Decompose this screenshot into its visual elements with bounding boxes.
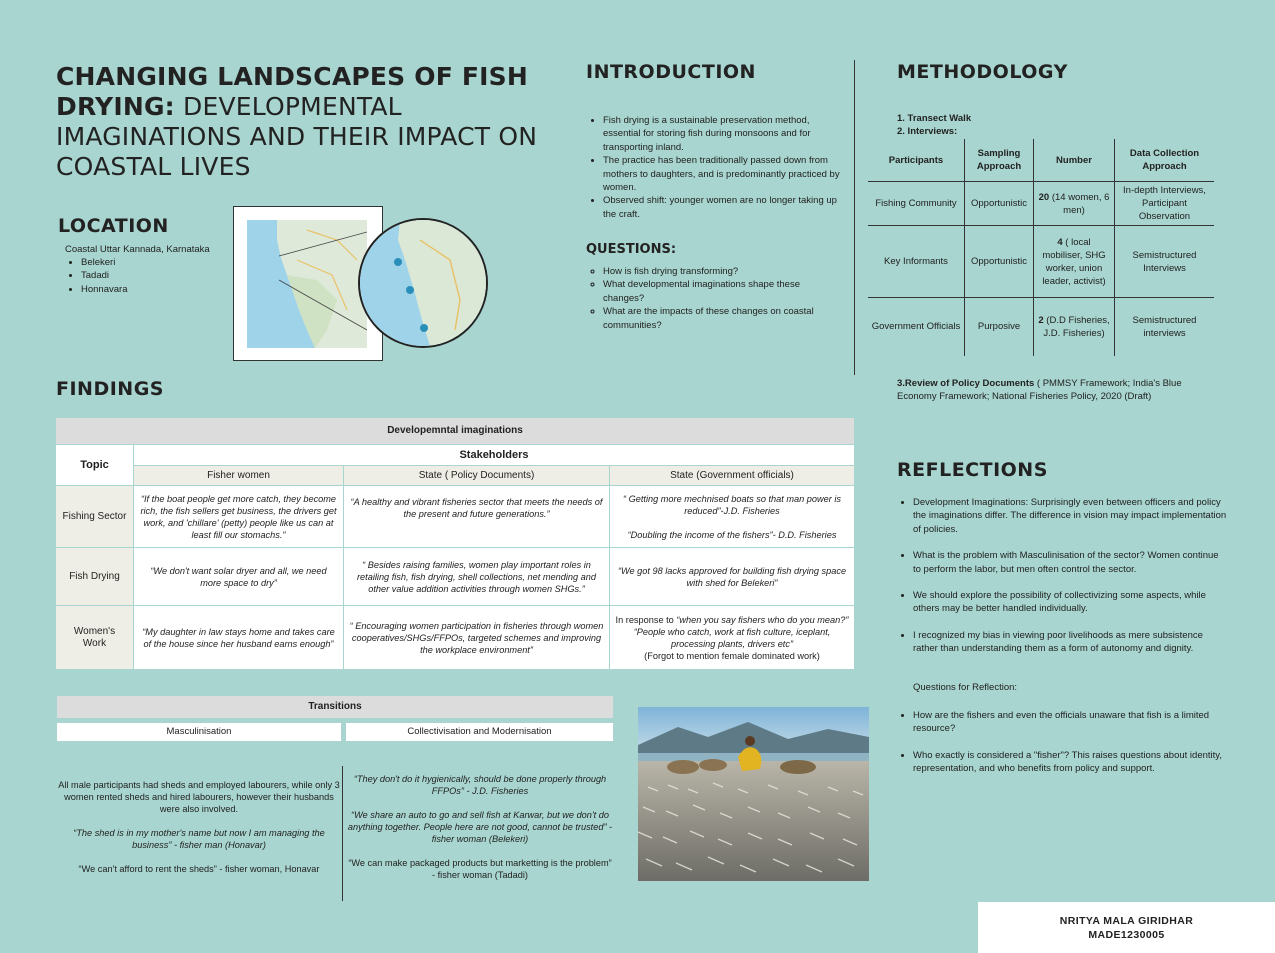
methodology-participants: Key Informants [868, 226, 965, 298]
reflection-point: • We should explore the possibility of collectivizing some aspects, while others may be better handled individually. [913, 589, 1229, 616]
findings-row [56, 486, 855, 548]
transitions-masculinisation-label: Masculinisation [57, 723, 341, 741]
transitions-coll-text: “They don't do it hygienically, should be done properly through FFPOs” - J.D. Fisheries [353, 774, 607, 796]
methodology-number-bold: 4 [1057, 236, 1063, 248]
poster-title [56, 62, 556, 182]
methodology-approach: Semistructured interviews [1115, 298, 1215, 356]
findings-row [56, 606, 855, 670]
methodology-participants: Fishing Community [868, 182, 965, 226]
reflection-point: • I recognized my bias in viewing poor livelihoods as mere subsistence rather than understanding them as a form of autonomy and dignity. [913, 629, 1229, 656]
findings-officials-prefix: In response to [615, 614, 677, 625]
methodology-review-rest: ( PMMSY Framework; India's Blue Economy Framework; National Fisheries Policy, 2020 (Draft) [897, 378, 1182, 402]
introduction-list [587, 114, 843, 221]
reflections-questions-label: Questions for Reflection: [913, 682, 1018, 693]
questions-heading: QUESTIONS: [586, 242, 677, 257]
methodology-header: Data Collection Approach [1115, 139, 1215, 182]
findings-officials-note: (Forgot to mention female dominated work) [644, 650, 820, 661]
findings-officials-text: “when you say fishers who do you mean?” “People who catch, work at fish culture, iceplant, processing plants, drivers etc” [633, 614, 849, 649]
location-region: Coastal Uttar Kannada, Karnataka [65, 244, 210, 255]
findings-officials-text: “ Getting more mechnised boats so that man power is reduced”-J.D. Fisheries [622, 493, 842, 516]
transitions-collectivisation-label: Collectivisation and Modernisation [346, 723, 613, 741]
methodology-number-bold: 2 [1038, 314, 1044, 326]
transitions-title: Transitions [57, 696, 613, 718]
map-graphic [247, 220, 367, 348]
findings-fisher-quote: “If the boat people get more catch, they become rich, the fish sellers get business, the drivers get work, and 'chillare' (petty) people like us can at least fill our stomachs.” [134, 486, 344, 548]
findings-policy-quote: “ Encouraging women participation in fisheries through women cooperatives/SHGs/FFPOs, targeted schemes and improving the workplace environment” [344, 606, 610, 670]
author-id: MADE1230005 [1088, 929, 1165, 941]
transitions-collectivisation-column [346, 773, 614, 893]
fish-drying-photo-graphic [638, 707, 869, 881]
reflection-point: • Development Imaginations: Surprisingly even between officers and policy the imaginations differ. The difference in vision may impact implementation of policies. [913, 496, 1229, 536]
transitions-divider [342, 766, 343, 901]
author-box [978, 902, 1275, 953]
methodology-table [868, 139, 1214, 356]
location-block [65, 243, 235, 296]
methodology-review-bold: 3.Review of Policy Documents [897, 378, 1035, 389]
findings-topic: Women's Work [56, 606, 134, 670]
author-name: NRITYA MALA GIRIDHAR [1059, 915, 1194, 927]
findings-topic-label: Topic [56, 445, 134, 486]
methodology-heading: METHODOLOGY [897, 61, 1068, 83]
findings-fisher-quote: “My daughter in law stays home and takes care of the house since her husband earns enough” [134, 606, 344, 670]
methodology-number-rest: (D.D Fisheries, J.D. Fisheries) [1043, 314, 1110, 339]
location-heading: LOCATION [58, 215, 169, 237]
question-item: ◦ How is fish drying transforming? [603, 265, 843, 278]
findings-officials-quote [610, 486, 855, 548]
reflections-questions-list [897, 709, 1229, 789]
reflections-heading: REFLECTIONS [897, 459, 1048, 481]
reflection-point: • What is the problem with Masculinisation of the sector? Women continue to perform the labor, but men often control the sector. [913, 549, 1229, 576]
title-light-part: DEVELOPMENTAL IMAGINATIONS AND THEIR IMPACT ON COASTAL LIVES [56, 92, 538, 181]
findings-policy-quote: “ Besides raising families, women play important roles in retailing fish, fish drying, shell collections, net mending and other value addition activities through women SHGs.” [344, 548, 610, 606]
questions-list [587, 265, 843, 332]
findings-row [56, 548, 855, 606]
methodology-row [868, 226, 1214, 298]
question-item: ◦ What developmental imaginations shape these changes? [603, 278, 843, 305]
methodology-sampling: Opportunistic [965, 182, 1034, 226]
methodology-step: 1. Transect Walk [897, 113, 972, 124]
methodology-row [868, 182, 1214, 226]
methodology-number [1034, 298, 1115, 356]
methodology-number-bold: 20 [1038, 191, 1050, 203]
methodology-header: Number [1034, 139, 1115, 182]
methodology-sampling: Opportunistic [965, 226, 1034, 298]
transitions-masculinisation-column [57, 779, 341, 887]
methodology-approach: Semistructured Interviews [1115, 226, 1215, 298]
introduction-point: • The practice has been traditionally passed down from mothers to daughters, and is predominantly practiced by women. [603, 154, 843, 194]
findings-table [55, 417, 855, 670]
reflection-question: • How are the fishers and even the officials unaware that fish is a limited resource? [913, 709, 1229, 736]
methodology-approach: In-depth Interviews, Participant Observation [1115, 182, 1215, 226]
findings-table-title: Developemntal imaginations [56, 418, 855, 445]
findings-column-header: State (Government officials) [610, 466, 855, 486]
findings-policy-quote: “A healthy and vibrant fisheries sector that meets the needs of the present and future generations.” [344, 486, 610, 548]
reflections-list [897, 496, 1229, 669]
findings-officials-text: “Doubling the income of the fishers”- D.D. Fisheries [627, 529, 837, 540]
transitions-masc-text: “We can't afford to rent the sheds” - fisher woman, Honavar [78, 864, 320, 874]
methodology-number [1034, 226, 1115, 298]
findings-heading: FINDINGS [56, 378, 164, 400]
location-place: • Honnavara [81, 283, 235, 296]
findings-officials-quote: “We got 98 lacks approved for building fish drying space with shed for Belekeri” [610, 548, 855, 606]
methodology-number [1034, 182, 1115, 226]
methodology-review [897, 377, 1217, 403]
findings-topic: Fishing Sector [56, 486, 134, 548]
transitions-coll-text: “We share an auto to go and sell fish at Karwar, but we don't do anything together. People here are not good, cannot be trusted” - fisher woman (Belekeri) [347, 810, 613, 844]
methodology-number-rest: ( local mobiliser, SHG worker, union leader, activist) [1042, 236, 1106, 287]
introduction-heading: INTRODUCTION [586, 61, 756, 83]
introduction-point: • Fish drying is a sustainable preservation method, essential for storing fish during monsoons and for transporting inland. [603, 114, 843, 154]
title-bold-line2: DRYING: [56, 92, 175, 121]
introduction-point: • Observed shift: younger women are no longer taking up the craft. [603, 194, 843, 221]
methodology-sampling: Purposive [965, 298, 1034, 356]
transitions-masc-text: “The shed is in my mother's name but now I am managing the business” - fisher man (Honavar) [73, 828, 325, 850]
column-divider [854, 60, 855, 375]
transitions-masc-text: All male participants had sheds and employed labourers, while only 3 women rented sheds and hired labourers, however their husbands were also involved. [58, 780, 340, 814]
map-zoom-graphic [360, 220, 486, 346]
methodology-participants: Government Officials [871, 321, 961, 333]
question-item: ◦ What are the impacts of these changes on coastal communities? [603, 305, 843, 332]
methodology-row [868, 298, 1214, 356]
location-place: • Tadadi [81, 269, 235, 282]
findings-column-header: State ( Policy Documents) [344, 466, 610, 486]
findings-column-header: Fisher women [134, 466, 344, 486]
findings-stakeholders-label: Stakeholders [134, 445, 855, 466]
methodology-header: Sampling Approach [965, 139, 1034, 182]
findings-fisher-quote: “We don't want solar dryer and all, we need more space to dry” [134, 548, 344, 606]
map-image [247, 220, 367, 348]
transitions-coll-text: “We can make packaged products but marketting is the problem” - fisher woman (Tadadi) [348, 858, 612, 880]
findings-topic: Fish Drying [56, 548, 134, 606]
methodology-header: Participants [868, 139, 965, 182]
reflection-question: • Who exactly is considered a "fisher"? This raises questions about identity, representation, and who benefits from policy and support. [913, 749, 1229, 776]
map-zoom-circle [358, 218, 488, 348]
methodology-step: 2. Interviews: [897, 126, 958, 137]
methodology-steps [897, 112, 971, 138]
findings-officials-quote [610, 606, 855, 670]
location-place: • Belekeri [81, 256, 235, 269]
title-bold-line1: CHANGING LANDSCAPES OF FISH [56, 62, 529, 91]
fish-drying-photo [638, 707, 869, 881]
methodology-number-rest: (14 women, 6 men) [1049, 191, 1110, 216]
